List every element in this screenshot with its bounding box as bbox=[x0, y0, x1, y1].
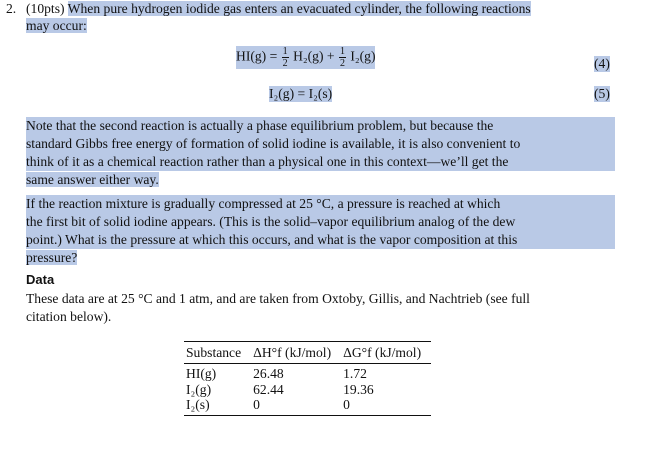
question-line: point.) What is the pressure at which this occurs, and what is the vapor composition at this bbox=[26, 231, 615, 249]
data-description bbox=[26, 290, 626, 326]
table-cell: 0 bbox=[253, 397, 260, 412]
note-line-wrap: same answer either way. bbox=[26, 172, 159, 187]
data-description-line: These data are at 25 °C and 1 atm, and are taken from Oxtoby, Gillis, and Nachtrieb (see full bbox=[26, 291, 530, 306]
equation-4-term-h2: H₂(g) + bbox=[293, 48, 338, 64]
problem-intro-line1: When pure hydrogen iodide gas enters an evacuated cylinder, the following reactions bbox=[67, 1, 531, 16]
table-row bbox=[184, 382, 431, 398]
fraction-one-half: $\frac{1}{2}$ bbox=[339, 46, 345, 69]
equation-4-lhs: HI(g) = bbox=[236, 48, 281, 64]
note-line: think of it as a chemical reaction rather than a physical one in this context—we’ll get the bbox=[26, 153, 615, 171]
note-line: standard Gibbs free energy of formation of solid iodine is available, it is also convenient to bbox=[26, 135, 615, 153]
fraction-one-half: $\frac{1}{2}$ bbox=[282, 46, 288, 69]
question-line-wrap: pressure? bbox=[26, 250, 78, 265]
table-cell: HI(g) bbox=[186, 366, 217, 381]
question-paragraph bbox=[26, 195, 615, 267]
table-cell: I₂(s) bbox=[186, 397, 210, 412]
problem-statement bbox=[6, 0, 622, 35]
table-row bbox=[184, 364, 431, 382]
data-heading: Data bbox=[26, 272, 55, 287]
note-line: Note that the second reaction is actually a phase equilibrium problem, but because the bbox=[26, 117, 615, 135]
table-row bbox=[184, 397, 431, 415]
table-cell: 62.44 bbox=[253, 381, 284, 397]
equation-4-number: (4) bbox=[594, 56, 610, 71]
equation-4 bbox=[236, 46, 375, 69]
equation-5: I₂(g) = I₂(s) bbox=[269, 86, 333, 101]
problem-points: (10pts) bbox=[26, 1, 65, 16]
question-line: If the reaction mixture is gradually compressed at 25 °C, a pressure is reached at which bbox=[26, 195, 615, 213]
table-cell: I₂(g) bbox=[186, 381, 212, 397]
equation-4-term-i2: I₂(g) bbox=[350, 48, 376, 64]
table-cell: 1.72 bbox=[343, 366, 367, 381]
table-header-row bbox=[184, 342, 431, 364]
table-header: ΔG°f (kJ/mol) bbox=[343, 345, 422, 360]
table-cell: 0 bbox=[343, 397, 350, 412]
question-line: the first bit of solid iodine appears. (This is the solid–vapor equilibrium analog of the dew bbox=[26, 213, 615, 231]
problem-number: 2. bbox=[6, 1, 17, 16]
table-cell: 19.36 bbox=[343, 381, 374, 397]
thermo-data-table bbox=[184, 341, 431, 416]
table-header: Substance bbox=[186, 345, 242, 360]
table-header: ΔH°f (kJ/mol) bbox=[253, 345, 332, 360]
table-cell: 26.48 bbox=[253, 366, 284, 381]
note-paragraph bbox=[26, 117, 615, 189]
problem-intro-line2: may occur: bbox=[26, 18, 87, 34]
data-description-line: citation below). bbox=[26, 309, 112, 324]
equation-5-number: (5) bbox=[594, 86, 610, 101]
